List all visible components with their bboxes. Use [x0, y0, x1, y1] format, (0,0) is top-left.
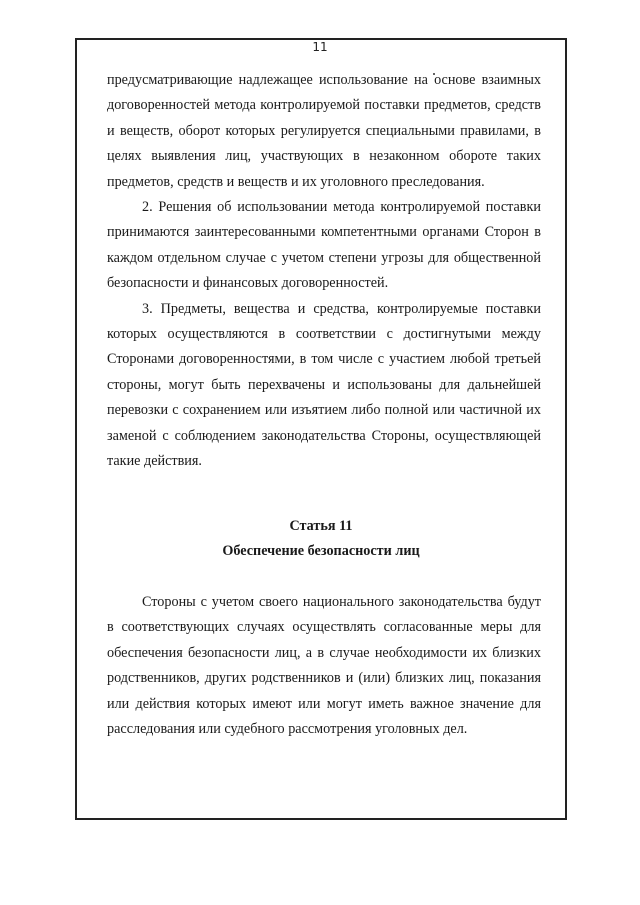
paragraph-3: 3. Предметы, вещества и средства, контролируемые поставки которых осуществляются в соответствии с достигнутыми между Сторонами договоренностями, в том числе с участием любой третьей стороны, могут быть перехвачены и использованы для дальнейшей перевозки с сохранением или изъятием либо полной или частичной их заменой с соблюдением законодательства Стороны, осуществляющей такие действия. — [107, 300, 541, 470]
article-10-text — [107, 68, 541, 475]
article-11-body: Стороны с учетом своего национального законодательства будут в соответствующих случаях осуществлять согласованные меры для обеспечения безопасности лиц, а в случае необходимости их близких родственников, других родственников и (или) близких лиц, показания или действия которых имеют или могут иметь важное значение для расследования или судебного рассмотрения уголовных дел. — [107, 594, 541, 738]
paragraph-2: 2. Решения об использовании метода контролируемой поставки принимаются заинтересованными компетентными органами Сторон в каждом отдельном случае с учетом степени угрозы для общественной безопасности и финансовых договоренностей. — [107, 199, 541, 292]
continuation-paragraph: предусматривающие надлежащее использование на основе взаимных договоренностей метода контролируемой поставки предметов, средств и веществ, оборот которых регулируется специальными правилами, в целях выявления лиц, участвующих в незаконном обороте таких предметов, средств и веществ и их уголовного преследования. — [107, 72, 541, 190]
article-11-text — [107, 590, 541, 742]
article-number-heading: Статья 11 — [289, 518, 353, 534]
page-number: 11 — [312, 40, 328, 54]
article-title-heading: Обеспечение безопасности лиц — [222, 543, 420, 559]
